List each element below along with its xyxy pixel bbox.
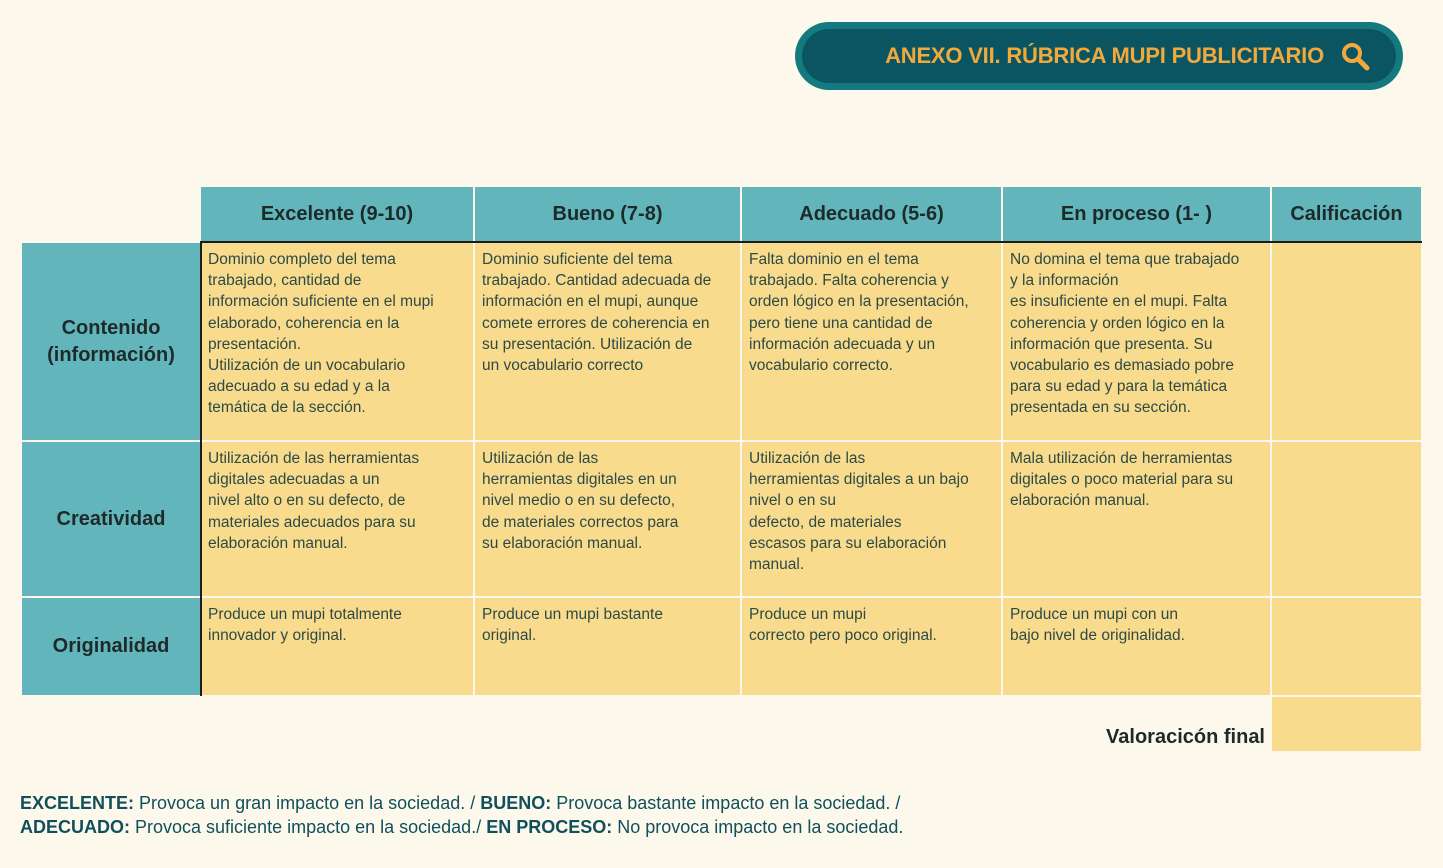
rubric-cell: Falta dominio en el tema trabajado. Falta coherencia y orden lógico en la presentación, pero tiene una cantidad de información adecuada y un vocabulario correcto. <box>742 243 1001 440</box>
legend-desc: No provoca impacto en la sociedad. <box>612 817 904 837</box>
row-label-contenido: Contenido (información) <box>22 243 200 440</box>
rubric-cell: Dominio completo del tema trabajado, cantidad de información suficiente en el mupi elaborado, coherencia en la presentación. Utilización de un vocabulario adecuado a su edad y a la temática de la sección. <box>201 243 473 440</box>
rubric-cell: Produce un mupi con un bajo nivel de originalidad. <box>1003 598 1270 695</box>
row-label-originalidad: Originalidad <box>22 598 200 695</box>
rubric-cell: Mala utilización de herramientas digitales o poco material para su elaboración manual. <box>1003 442 1270 596</box>
legend <box>20 791 903 839</box>
header-excelente: Excelente (9-10) <box>201 187 473 242</box>
header-bueno: Bueno (7-8) <box>475 187 740 242</box>
final-grade-cell[interactable] <box>1272 697 1421 751</box>
title-inner <box>802 29 1396 83</box>
final-grade-label: Valoracicón final <box>1106 726 1265 748</box>
legend-term: EN PROCESO: <box>486 817 613 837</box>
legend-line-1 <box>20 791 903 815</box>
legend-line-2 <box>20 815 903 839</box>
grade-cell-contenido[interactable] <box>1272 243 1421 440</box>
legend-desc: Provoca un gran impacto en la sociedad. / <box>134 793 481 813</box>
table-divider-horizontal <box>200 241 1422 243</box>
rubric-cell: Produce un mupi bastante original. <box>475 598 740 695</box>
legend-desc: Provoca suficiente impacto en la sociedad./ <box>130 817 487 837</box>
table-divider-vertical <box>200 241 202 696</box>
header-calificacion: Calificación <box>1272 187 1421 242</box>
legend-term: EXCELENTE: <box>20 793 135 813</box>
grade-cell-creatividad[interactable] <box>1272 442 1421 596</box>
rubric-cell: No domina el tema que trabajado y la información es insuficiente en el mupi. Falta coherencia y orden lógico en la información que presenta. Su vocabulario es demasiado pobre para su edad y para la temática presentada en su sección. <box>1003 243 1270 440</box>
rubric-cell: Utilización de las herramientas digitales en un nivel medio o en su defecto, de materiales correctos para su elaboración manual. <box>475 442 740 596</box>
rubric-cell: Produce un mupi totalmente innovador y original. <box>201 598 473 695</box>
rubric-cell: Dominio suficiente del tema trabajado. Cantidad adecuada de información en el mupi, aunque comete errores de coherencia en su presentación. Utilización de un vocabulario correcto <box>475 243 740 440</box>
legend-term: ADECUADO: <box>20 817 130 837</box>
search-icon <box>1340 41 1370 71</box>
page-title: ANEXO VII. RÚBRICA MUPI PUBLICITARIO <box>885 43 1324 68</box>
row-label-creatividad: Creatividad <box>22 442 200 596</box>
rubric-cell: Utilización de las herramientas digitales adecuadas a un nivel alto o en su defecto, de materiales adecuados para su elaboración manual. <box>201 442 473 596</box>
legend-desc: Provoca bastante impacto en la sociedad. / <box>551 793 901 813</box>
grade-cell-originalidad[interactable] <box>1272 598 1421 695</box>
rubric-cell: Utilización de las herramientas digitales a un bajo nivel o en su defecto, de materiales escasos para su elaboración manual. <box>742 442 1001 596</box>
header-en-proceso: En proceso (1- ) <box>1003 187 1270 242</box>
legend-term: BUENO: <box>480 793 552 813</box>
header-adecuado: Adecuado (5-6) <box>742 187 1001 242</box>
title-banner <box>795 22 1403 90</box>
rubric-cell: Produce un mupi correcto pero poco original. <box>742 598 1001 695</box>
